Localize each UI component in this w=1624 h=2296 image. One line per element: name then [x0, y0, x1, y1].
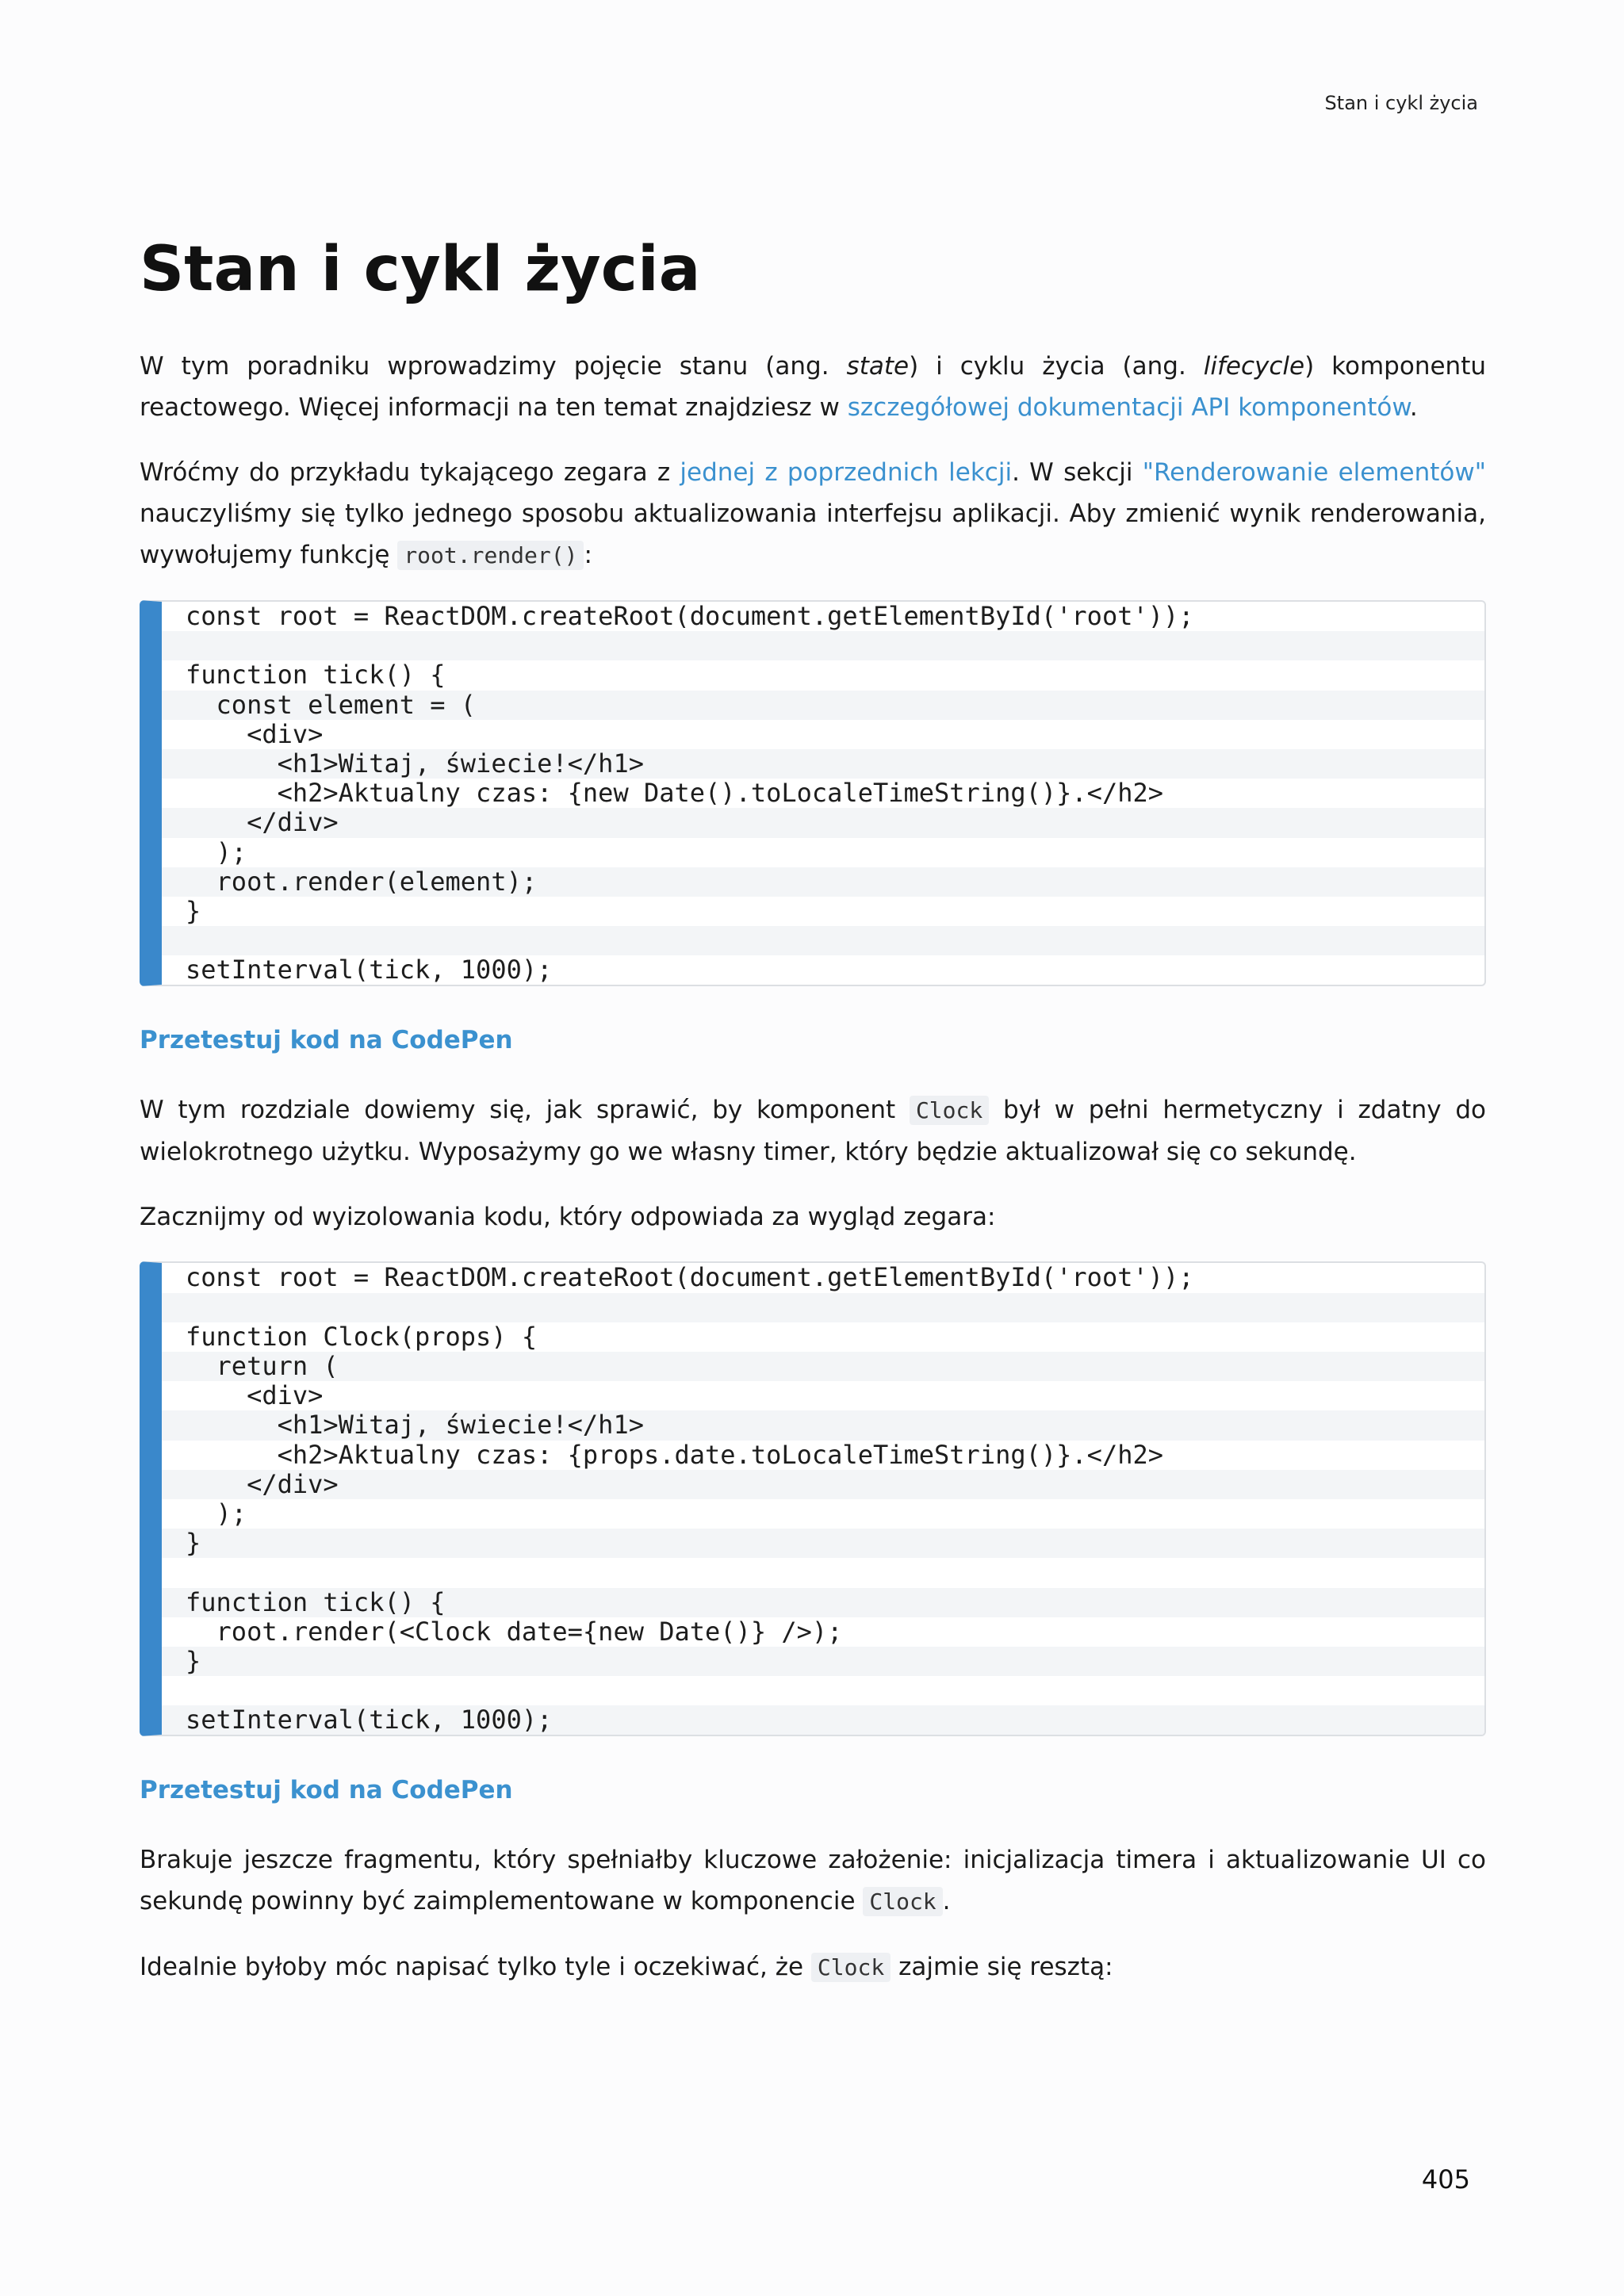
text: ) i cyklu życia (ang.: [909, 352, 1204, 381]
code-line: [162, 1293, 1484, 1322]
text: Wróćmy do przykładu tykającego zegara z: [140, 458, 680, 487]
text: .: [942, 1887, 951, 1916]
code-block-clock: [140, 1261, 1486, 1736]
section-paragraph-6: [140, 1946, 1486, 1988]
code-line: const root = ReactDOM.createRoot(document.getElementById('root'));: [186, 601, 1194, 631]
section-paragraph-5: [140, 1839, 1486, 1923]
page-number: 405: [1421, 2164, 1470, 2195]
intro-paragraph-2: [140, 452, 1486, 576]
text: W tym rozdziale dowiemy się, jak sprawić, by komponent: [140, 1096, 910, 1125]
code-line: <div>: [186, 1380, 324, 1411]
codepen-link-1[interactable]: Przetestuj kod na CodePen: [140, 1026, 513, 1055]
components-api-link[interactable]: szczegółowej dokumentacji API komponentów: [847, 393, 1410, 422]
intro-paragraph-1: [140, 346, 1486, 428]
previous-lesson-link[interactable]: jednej z poprzednich lekcji: [680, 458, 1013, 487]
text: Idealnie byłoby móc napisać tylko tyle i oczekiwać, że: [140, 1953, 811, 1982]
code-line: root.render(<Clock date={new Date()} />);: [186, 1616, 843, 1647]
code-line: function tick() {: [162, 1588, 1484, 1617]
code-line: }: [186, 895, 201, 926]
text: nauczyliśmy się tylko jednego sposobu aktualizowania interfejsu aplikacji. Aby zmienić wynik renderowania, wywołujemy funkcję: [140, 499, 1486, 569]
code-line: <h2>Aktualny czas: {new Date().toLocaleTimeString()}.</h2>: [186, 778, 1163, 809]
code-line: <h1>Witaj, świecie!</h1>: [162, 749, 1484, 779]
text: ) komponentu reactowego. Więcej informacji na ten temat znajdziesz w: [140, 352, 1486, 422]
text: Brakuje jeszcze fragmentu, który spełniałby kluczowe założenie: inicjalizacja timera i aktualizowanie UI co sekundę powinny być zaimplementowane w komponencie: [140, 1846, 1486, 1916]
code-line: [162, 1558, 1484, 1587]
code-line: }: [162, 1529, 1484, 1558]
page-content: [140, 230, 1486, 2012]
code-line: <h1>Witaj, świecie!</h1>: [162, 1410, 1484, 1440]
code-line: root.render(element);: [162, 867, 1484, 897]
text: zajmie się resztą:: [891, 1953, 1113, 1982]
rendering-elements-link[interactable]: "Renderowanie elementów": [1142, 458, 1487, 487]
code-line: [162, 631, 1484, 660]
code-line: function tick() {: [186, 660, 446, 691]
code-line: const element = (: [162, 691, 1484, 720]
running-header: Stan i cykl życia: [1324, 92, 1478, 114]
code-block-tick: [140, 600, 1486, 986]
page-title: Stan i cykl życia: [140, 234, 701, 305]
codepen-link-2[interactable]: Przetestuj kod na CodePen: [140, 1776, 513, 1805]
code-line: <h2>Aktualny czas: {props.date.toLocaleTimeString()}.</h2>: [186, 1439, 1163, 1470]
inline-code-root-render: root.render(): [397, 541, 584, 570]
text: :: [584, 541, 592, 569]
code-line: );: [186, 836, 247, 867]
code-line: setInterval(tick, 1000);: [162, 1705, 1484, 1735]
inline-code-clock: Clock: [811, 1953, 891, 1982]
code-line: function Clock(props) {: [186, 1321, 538, 1352]
inline-code-clock: Clock: [863, 1887, 942, 1916]
code-line: );: [186, 1498, 247, 1529]
term-state: state: [846, 352, 910, 381]
text: .: [1409, 393, 1418, 422]
section-paragraph-3: [140, 1089, 1486, 1173]
section-paragraph-4: Zacznijmy od wyizolowania kodu, który odpowiada za wygląd zegara:: [140, 1203, 996, 1232]
code-line: </div>: [162, 808, 1484, 837]
code-line: <div>: [186, 718, 324, 749]
code-line: </div>: [162, 1470, 1484, 1499]
text: W tym poradniku wprowadzimy pojęcie stanu (ang.: [140, 352, 847, 381]
term-lifecycle: lifecycle: [1203, 352, 1305, 381]
text: . W sekcji: [1012, 458, 1143, 487]
inline-code-clock: Clock: [910, 1096, 989, 1125]
code-line: return (: [162, 1352, 1484, 1381]
code-line: const root = ReactDOM.createRoot(document.getElementById('root'));: [186, 1262, 1194, 1293]
text: był w pełni hermetyczny i zdatny do wielokrotnego użytku. Wyposażymy go we własny timer, który będzie aktualizował się co sekundę.: [140, 1096, 1486, 1167]
code-line: [162, 1676, 1484, 1705]
code-line: [162, 926, 1484, 955]
code-line: }: [162, 1647, 1484, 1676]
code-line: setInterval(tick, 1000);: [186, 955, 553, 985]
